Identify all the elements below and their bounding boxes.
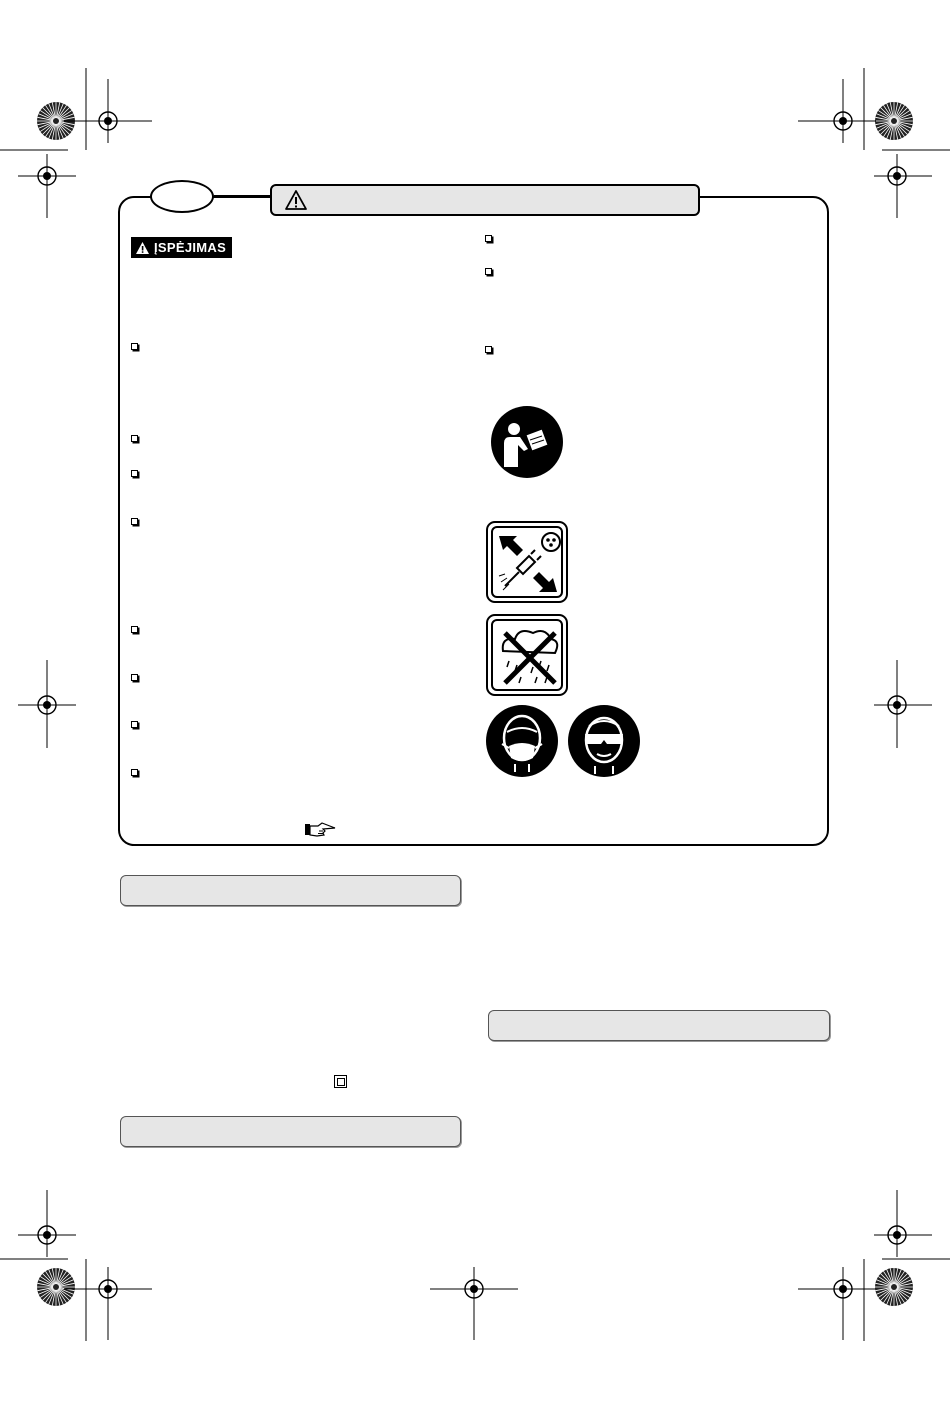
bullet-marker bbox=[131, 769, 138, 776]
bullet-marker bbox=[485, 268, 492, 275]
section-header-bar bbox=[120, 1116, 461, 1147]
no-rain-icon bbox=[486, 614, 568, 696]
bullet-marker bbox=[131, 626, 138, 633]
warning-badge-label: ĮSPĖJIMAS bbox=[154, 240, 227, 255]
bullet-marker bbox=[131, 470, 138, 477]
warning-triangle-icon bbox=[284, 189, 308, 211]
bullet-marker bbox=[131, 435, 138, 442]
section-header-bar bbox=[120, 875, 461, 906]
dust-mask-icon bbox=[485, 704, 559, 778]
double-insulation-icon bbox=[334, 1075, 347, 1088]
bullet-marker bbox=[131, 343, 138, 350]
safety-goggles-icon bbox=[567, 704, 641, 778]
warning-triangle-icon bbox=[135, 241, 150, 255]
warning-badge bbox=[131, 237, 232, 258]
bullet-marker bbox=[131, 674, 138, 681]
section-header-bar bbox=[488, 1010, 830, 1041]
bullet-marker bbox=[485, 235, 492, 242]
language-oval bbox=[150, 180, 214, 213]
read-manual-icon bbox=[490, 405, 564, 479]
pointing-hand-icon bbox=[305, 822, 337, 838]
bullet-marker bbox=[485, 346, 492, 353]
bullet-marker bbox=[131, 721, 138, 728]
bullet-marker bbox=[131, 518, 138, 525]
header-connector bbox=[214, 188, 274, 200]
safety-instructions-box bbox=[118, 196, 829, 846]
safety-header-bar bbox=[270, 184, 700, 216]
unplug-damaged-cable-icon bbox=[486, 521, 568, 603]
